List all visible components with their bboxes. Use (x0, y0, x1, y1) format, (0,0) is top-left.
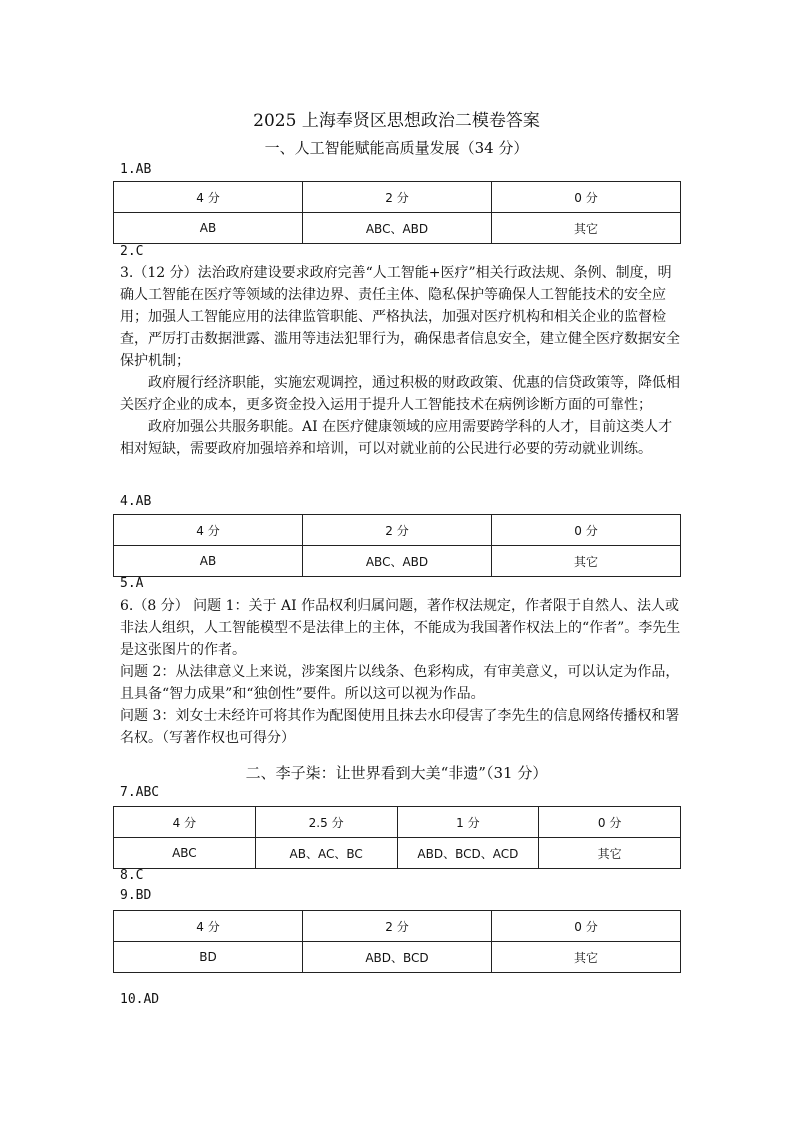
q8-answer: 8.C (120, 868, 144, 883)
table-header-cell: 2 分 (303, 911, 492, 942)
table-cell: 其它 (492, 546, 681, 577)
table-row (114, 546, 681, 577)
table-row (114, 942, 681, 973)
q6-paragraph-3: 问题 3：刘女士未经许可将其作为配图使用且抹去水印侵害了李先生的信息网络传播权和署名权。（写著作权也可得分） (120, 708, 680, 746)
q4-score-table (113, 514, 681, 577)
q7-score-table (113, 806, 681, 869)
table-header-cell: 1 分 (397, 807, 539, 838)
table-header-cell: 0 分 (492, 515, 681, 546)
table-header-row (114, 182, 681, 213)
q3-paragraph-3: 政府加强公共服务职能。AI 在医疗健康领域的应用需要跨学科的人才，目前这类人才相对短缺，需要政府加强培养和培训，可以对就业前的公民进行必要的劳动就业训练。 (120, 419, 673, 457)
table-row (114, 213, 681, 244)
table-cell: ABC、ABD (303, 546, 492, 577)
q9-score-table (113, 910, 681, 973)
table-cell: AB (114, 546, 303, 577)
table-header-cell: 4 分 (114, 807, 256, 838)
table-cell: ABD、BCD、ACD (397, 838, 539, 869)
q7-answer: 7.ABC (120, 785, 160, 800)
table-header-cell: 4 分 (114, 515, 303, 546)
q10-answer: 10.AD (120, 992, 160, 1007)
section-1-heading: 一、人工智能赋能高质量发展（34 分） (264, 139, 529, 157)
table-header-cell: 2.5 分 (255, 807, 397, 838)
table-header-row (114, 807, 681, 838)
table-header-row (114, 515, 681, 546)
table-cell: 其它 (492, 213, 681, 244)
table-header-cell: 0 分 (539, 807, 681, 838)
q6-paragraph-2: 问题 2：从法律意义上来说，涉案图片以线条、色彩构成，有审美意义，可以认定为作品，且具备“智力成果”和“独创性”要件。所以这可以视为作品。 (120, 664, 680, 702)
table-cell: 其它 (492, 942, 681, 973)
q3-paragraph-1: 3.（12 分）法治政府建设要求政府完善“人工智能+医疗”相关行政法规、条例、制度，明确人工智能在医疗等领域的法律边界、责任主体、隐私保护等确保人工智能技术的安全应用；加强人工智能应用的法律监管职能、严格执法，加强对医疗机构和相关企业的监督检查，严厉打击数据泄露、滥用等违法犯罪行为，确保患者信息安全，建立健全医疗数据安全保护机制； (120, 265, 680, 369)
table-header-row (114, 911, 681, 942)
q2-answer: 2.C (120, 244, 144, 259)
table-header-cell: 4 分 (114, 911, 303, 942)
q9-answer: 9.BD (120, 888, 152, 903)
table-cell: BD (114, 942, 303, 973)
q3-paragraph-2: 政府履行经济职能，实施宏观调控，通过积极的财政政策、优惠的信贷政策等，降低相关医疗企业的成本，更多资金投入运用于提升人工智能技术在病例诊断方面的可靠性； (120, 375, 680, 413)
q6-answer (120, 595, 685, 749)
q1-answer: 1.AB (120, 162, 152, 177)
table-cell: AB (114, 213, 303, 244)
table-header-cell: 0 分 (492, 182, 681, 213)
q3-answer (120, 262, 685, 460)
table-header-cell: 2 分 (303, 182, 492, 213)
q6-paragraph-1: 6.（8 分） 问题 1：关于 AI 作品权利归属问题，著作权法规定，作者限于自然人、法人或非法人组织，人工智能模型不是法律上的主体，不能成为我国著作权法上的“作者”。李先生是这张图片的作者。 (120, 598, 681, 658)
table-cell: ABC (114, 838, 256, 869)
table-header-cell: 4 分 (114, 182, 303, 213)
table-cell: ABD、BCD (303, 942, 492, 973)
document-title: 2025 上海奉贤区思想政治二模卷答案 (253, 111, 540, 131)
table-row (114, 838, 681, 869)
table-header-cell: 2 分 (303, 515, 492, 546)
section-2-heading: 二、李子柒：让世界看到大美“非遗”（31 分） (245, 764, 548, 782)
q1-score-table (113, 181, 681, 244)
table-cell: 其它 (539, 838, 681, 869)
table-header-cell: 0 分 (492, 911, 681, 942)
q5-answer: 5.A (120, 576, 144, 591)
table-cell: AB、AC、BC (255, 838, 397, 869)
q4-answer: 4.AB (120, 494, 152, 509)
table-cell: ABC、ABD (303, 213, 492, 244)
